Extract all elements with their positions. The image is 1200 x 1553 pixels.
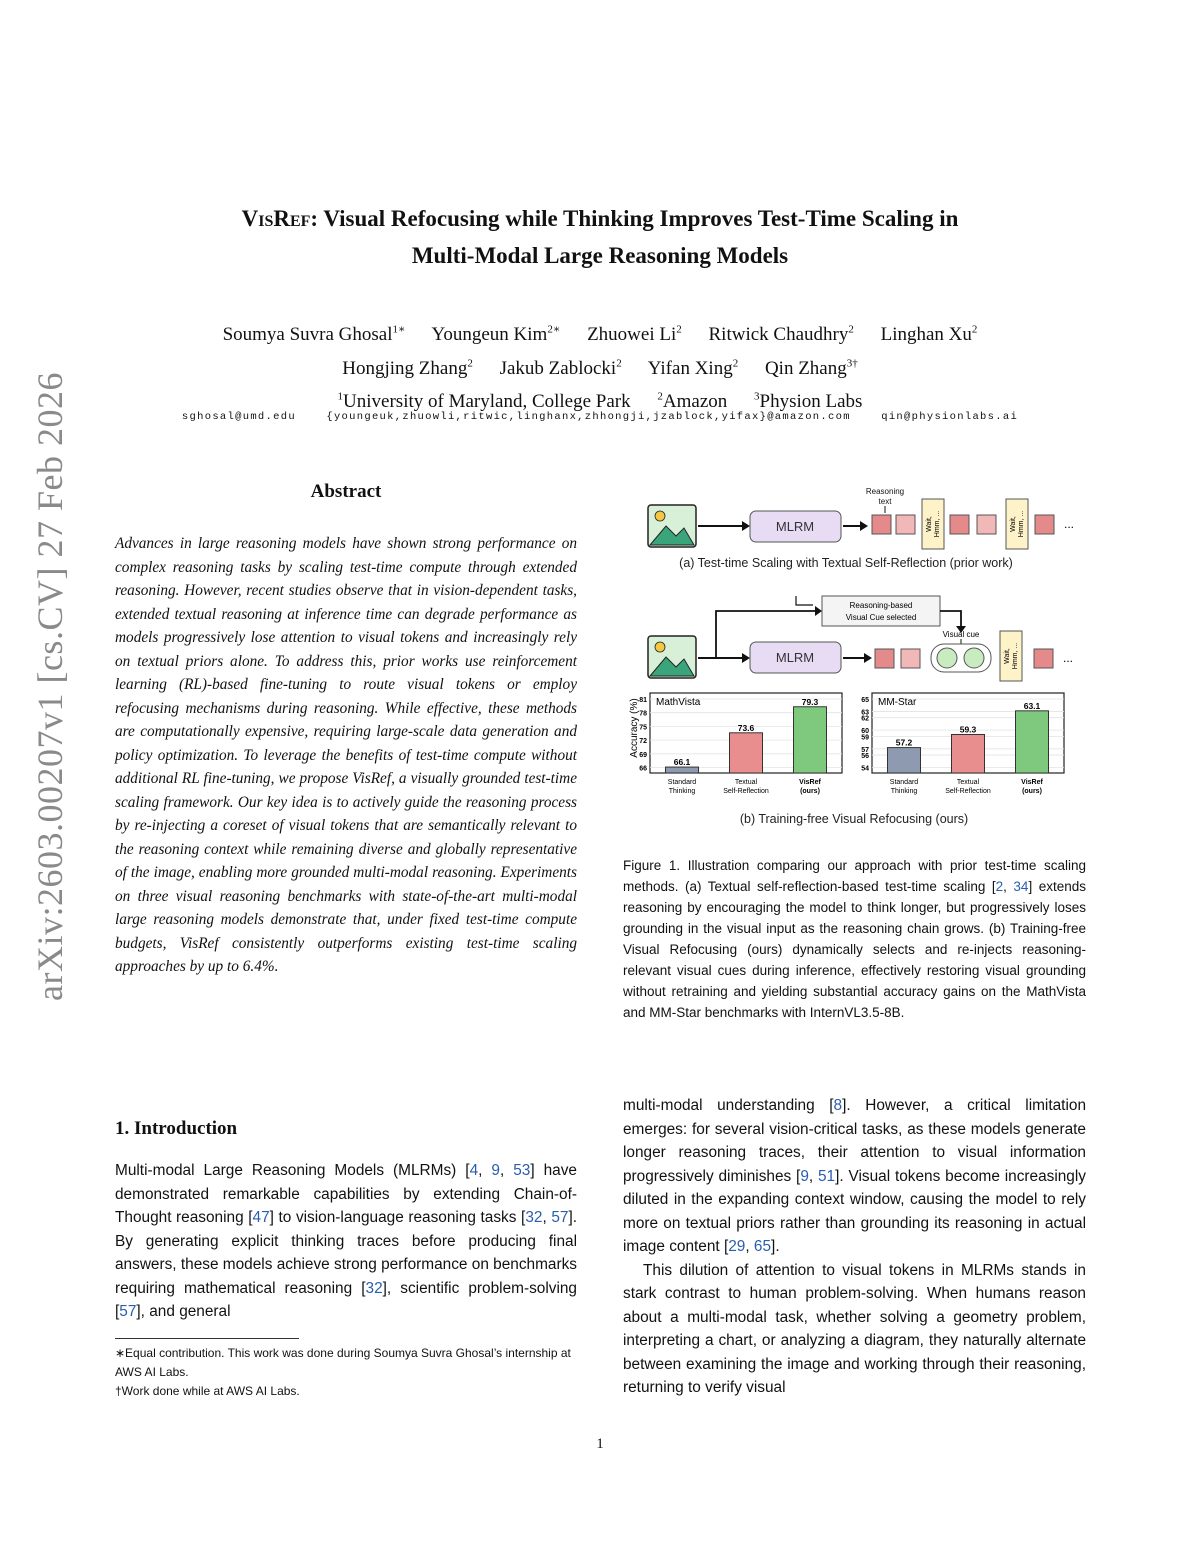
title-line-1: : Visual Refocusing while Thinking Improves Test-Time Scaling in bbox=[310, 206, 959, 231]
svg-text:Hmm, ...: Hmm, ... bbox=[1012, 642, 1019, 670]
bar bbox=[888, 748, 921, 773]
reasoning-token bbox=[896, 515, 915, 534]
footnote-work-done: †Work done while at AWS AI Labs. bbox=[115, 1384, 300, 1398]
y-tick-label: 72 bbox=[639, 738, 647, 746]
intro-column-right bbox=[623, 1094, 1086, 1400]
x-tick-label: (ours) bbox=[1022, 788, 1042, 795]
bar-value-label: 66.1 bbox=[673, 757, 691, 768]
reasoning-token bbox=[875, 649, 894, 668]
reasoning-text-label: text bbox=[878, 497, 892, 506]
citation-link[interactable]: 51 bbox=[817, 1167, 836, 1185]
y-tick-label: 56 bbox=[861, 753, 869, 761]
text-run: ]. bbox=[771, 1238, 780, 1255]
email[interactable]: {youngeuk,zhuowli,ritwic,linghanx,zhhongji,jzablock,yifax}@amazon.com bbox=[326, 411, 851, 423]
reasoning-token bbox=[872, 515, 891, 534]
text-run: ] extends reasoning by encouraging the model to think longer, but progressively loses grounding in the visual input as the reasoning chain grows. (b) Training-free Visual Refocusing (ours) dynamically selects and re-injects reasoning-relevant visual cues during inference, effectively restoring visual grounding without retraining and yielding substantial accuracy gains on the MathVista and MM-Star benchmarks with InternVL3.5-8B. bbox=[623, 879, 1086, 1020]
citation-link[interactable]: 65 bbox=[753, 1238, 772, 1255]
caption-a: (a) Test-time Scaling with Textual Self-Reflection (prior work) bbox=[679, 556, 1013, 570]
caption-b: (b) Training-free Visual Refocusing (ours) bbox=[739, 812, 969, 826]
y-tick-label: 59 bbox=[861, 734, 869, 742]
citation-link[interactable]: 9 bbox=[491, 1162, 500, 1179]
intro-paragraph-left bbox=[115, 1159, 577, 1324]
footnote-rule bbox=[115, 1338, 299, 1339]
y-tick-label: 54 bbox=[861, 765, 869, 773]
y-tick-label: 69 bbox=[639, 751, 647, 759]
author-line-2 bbox=[100, 349, 1100, 382]
author: Youngeun Kim$^{2∗}$ bbox=[431, 324, 561, 346]
text-run: ] to vision-language reasoning tasks [ bbox=[269, 1209, 526, 1226]
ellipsis: ... bbox=[1063, 651, 1074, 665]
abstract-heading: Abstract bbox=[310, 481, 382, 502]
svg-text:Reasoning-based: Reasoning-based bbox=[849, 601, 913, 610]
citation-link[interactable]: 4 bbox=[469, 1162, 479, 1179]
visual-cue-token bbox=[964, 648, 984, 668]
text-run: , bbox=[745, 1238, 754, 1255]
citation-link[interactable]: 57 bbox=[119, 1303, 137, 1320]
figure-1-caption bbox=[623, 855, 1086, 1023]
bar-value-label: 73.6 bbox=[737, 722, 755, 733]
bar bbox=[794, 707, 827, 773]
mmstar-chart bbox=[861, 693, 1064, 795]
intro-paragraph-right-1 bbox=[623, 1094, 1086, 1259]
chart-title: MM-Star bbox=[878, 697, 917, 708]
image-icon bbox=[648, 636, 696, 678]
affiliation: $^1$University of Maryland, College Park bbox=[337, 390, 631, 412]
visual-cue-token bbox=[937, 648, 957, 668]
paper-title bbox=[120, 200, 1080, 274]
reasoning-token bbox=[1034, 649, 1053, 668]
x-tick-label: Self-Reflection bbox=[723, 788, 769, 795]
y-tick-label: 62 bbox=[861, 715, 869, 723]
bar-value-label: 63.1 bbox=[1023, 700, 1041, 711]
svg-text:Wait,: Wait, bbox=[926, 516, 933, 532]
text-run: , bbox=[542, 1209, 552, 1226]
text-run: ]. By generating explicit thinking traces before producing final answers, these models achieve strong performance on benchmarks requiring mathematical reasoning [ bbox=[115, 1209, 577, 1297]
author: Qin Zhang$^{3\dagger}$ bbox=[764, 357, 858, 379]
y-tick-label: 65 bbox=[861, 697, 869, 704]
x-tick-label: Self-Reflection bbox=[945, 788, 991, 795]
author: Jakub Zablocki$^2$ bbox=[499, 357, 622, 379]
section-heading-introduction: 1. Introduction bbox=[115, 1118, 238, 1139]
citation-link[interactable]: 53 bbox=[513, 1162, 531, 1179]
bar-value-label: 59.3 bbox=[959, 724, 977, 735]
citation-link[interactable]: 47 bbox=[252, 1209, 270, 1226]
mathvista-chart bbox=[639, 693, 842, 795]
affiliation: $^2$Amazon bbox=[657, 390, 728, 412]
svg-text:Hmm, ...: Hmm, ... bbox=[934, 510, 941, 538]
svg-text:Hmm, ...: Hmm, ... bbox=[1018, 510, 1025, 538]
citation-link[interactable]: 8 bbox=[833, 1097, 843, 1114]
text-run: ]. However, a critical limitation emerges: for several vision-critical tasks, as these models generate longer reasoning traces, their attention to visual information progressively diminishes [ bbox=[623, 1097, 1086, 1185]
arxiv-identifier: arXiv:2603.00207v1 [cs.CV] 27 Feb 2026 bbox=[30, 372, 70, 1001]
svg-text:Visual Cue selected: Visual Cue selected bbox=[845, 613, 917, 622]
visual-cue-label: Visual cue bbox=[942, 630, 980, 639]
author-line-1 bbox=[100, 316, 1100, 349]
footnote-equal-contribution: ∗Equal contribution. This work was done during Soumya Suvra Ghosal’s internship at AWS AI Labs. bbox=[115, 1346, 571, 1379]
citation-link[interactable]: 2 bbox=[995, 879, 1004, 894]
x-tick-label: VisRef bbox=[1021, 779, 1043, 786]
ellipsis: ... bbox=[1064, 517, 1075, 531]
email[interactable]: qin@physionlabs.ai bbox=[881, 411, 1019, 423]
author: Soumya Suvra Ghosal$^{1∗}$ bbox=[222, 324, 406, 346]
abstract-text: Advances in large reasoning models have shown strong performance on complex reasoning tasks by scaling test-time compute through extended reasoning. However, recent studies observe that in vision-dependent tasks, extended textual reasoning at inference time can degrade performance as models progressively lose attention to visual tokens and increasingly rely on textual priors alone. To address this, prior works use reinforcement learning (RL)-based fine-tuning to route visual tokens or employ refocusing mechanisms during reasoning. While effective, these methods are computationally expensive, requiring large-scale data generation and policy optimization. To leverage the benefits of test-time compute without additional RL fine-tuning, we propose VisRef, a visually grounded test-time scaling framework. Our key idea is to actively guide the reasoning process by re-injecting a coreset of visual tokens that are semantically relevant to the reasoning context while remaining diverse and globally representative of the image, enabling more grounded multi-modal reasoning. Experiments on three visual reasoning benchmarks with state-of-the-art multi-modal large reasoning models demonstrate that, under fixed test-time compute budgets, VisRef consistently outperforms existing test-time scaling approaches by up to 6.4%. bbox=[115, 535, 577, 975]
reasoning-token bbox=[901, 649, 920, 668]
reasoning-token bbox=[950, 515, 969, 534]
bar bbox=[666, 767, 699, 773]
author: Ritwick Chaudhry$^2$ bbox=[708, 324, 854, 346]
citation-link[interactable]: 9 bbox=[800, 1167, 809, 1185]
email[interactable]: sghosal@umd.edu bbox=[181, 411, 296, 423]
reasoning-token bbox=[1035, 515, 1054, 534]
y-tick-label: 75 bbox=[639, 724, 647, 732]
y-tick-label: 66 bbox=[639, 765, 647, 773]
author: Linghan Xu$^2$ bbox=[880, 324, 978, 346]
chart-title: MathVista bbox=[656, 697, 701, 708]
citation-link[interactable]: 29 bbox=[728, 1238, 746, 1255]
intro-paragraph-right-2: This dilution of attention to visual tokens in MLRMs stands in stark contrast to human problem-solving. When humans reason about a multi-modal task, whether solving a geometry problem, interpreting a chart, or analyzing a diagram, they naturally alternate between examining the image and working through their reasoning, returning to verify visual bbox=[623, 1261, 1086, 1396]
author: Hongjing Zhang$^2$ bbox=[342, 357, 473, 379]
bar bbox=[1016, 711, 1049, 773]
affiliation: $^3$Physion Labs bbox=[754, 390, 863, 412]
figure-1a bbox=[648, 487, 1074, 570]
image-icon bbox=[648, 505, 696, 547]
page-number: 1 bbox=[596, 1436, 604, 1452]
x-tick-label: Standard bbox=[667, 779, 697, 786]
y-tick-label: 60 bbox=[861, 728, 869, 736]
citation-link[interactable]: 34 bbox=[1013, 879, 1029, 894]
y-tick-label: 63 bbox=[861, 709, 869, 717]
svg-text:Wait,: Wait, bbox=[1004, 648, 1011, 664]
text-run: , bbox=[499, 1162, 514, 1179]
bar-value-label: 57.2 bbox=[895, 737, 913, 748]
title-line-2: Multi-Modal Large Reasoning Models bbox=[411, 243, 789, 268]
text-run: , bbox=[1003, 879, 1014, 894]
x-tick-label: Textual bbox=[956, 779, 980, 786]
text-run: ], scientific problem-solving [ bbox=[115, 1279, 577, 1320]
y-tick-label: 78 bbox=[639, 710, 647, 718]
author-block bbox=[100, 316, 1100, 416]
text-run: ], and general bbox=[136, 1303, 231, 1320]
method-name: VisRef bbox=[241, 206, 311, 231]
footnotes bbox=[115, 1344, 577, 1401]
citation-link[interactable]: 57 bbox=[551, 1209, 569, 1226]
figure-1 bbox=[620, 478, 1090, 838]
figure-1b bbox=[648, 596, 1073, 681]
x-tick-label: Thinking bbox=[668, 788, 696, 795]
text-run: Illustration comparing our approach with prior test-time scaling methods. (a) Textual self-reflection-based test-time scaling [ bbox=[623, 858, 1086, 894]
x-tick-label: VisRef bbox=[799, 779, 821, 786]
reasoning-token bbox=[977, 515, 996, 534]
x-tick-label: Thinking bbox=[890, 788, 918, 795]
mlrm-label: MLRM bbox=[775, 650, 815, 665]
bar-value-label: 79.3 bbox=[801, 696, 819, 707]
text-run: , bbox=[478, 1162, 492, 1179]
text-run: ]. Visual tokens become increasingly diluted in the expanding context window, causing the model to rely more on textual priors rather than grounding its reasoning in actual image content [ bbox=[623, 1167, 1086, 1255]
author: Zhuowei Li$^2$ bbox=[587, 324, 682, 346]
text-run: ] have demonstrated remarkable capabilities by extending Chain-of-Thought reasoning [ bbox=[115, 1162, 577, 1226]
svg-text:Wait,: Wait, bbox=[1010, 516, 1017, 532]
x-tick-label: Textual bbox=[734, 779, 758, 786]
citation-link[interactable]: 32 bbox=[525, 1209, 543, 1226]
author: Yifan Xing$^2$ bbox=[647, 357, 739, 379]
bar bbox=[730, 733, 763, 773]
citation-link[interactable]: 32 bbox=[365, 1279, 383, 1297]
text-run: multi-modal understanding [ bbox=[623, 1097, 834, 1114]
y-tick-label: 57 bbox=[861, 746, 869, 754]
figure-label: Figure 1. bbox=[623, 858, 681, 873]
x-tick-label: (ours) bbox=[800, 788, 820, 795]
y-tick-label: 81 bbox=[639, 697, 647, 704]
x-tick-label: Standard bbox=[889, 779, 919, 786]
bar bbox=[952, 735, 985, 773]
text-run: , bbox=[808, 1167, 818, 1185]
email-line bbox=[100, 411, 1100, 423]
mlrm-label: MLRM bbox=[775, 519, 815, 534]
y-axis-label: Accuracy (%) bbox=[629, 698, 640, 758]
reasoning-text-label: Reasoning bbox=[865, 487, 905, 496]
text-run: Multi-modal Large Reasoning Models (MLRMs) [ bbox=[115, 1162, 470, 1179]
